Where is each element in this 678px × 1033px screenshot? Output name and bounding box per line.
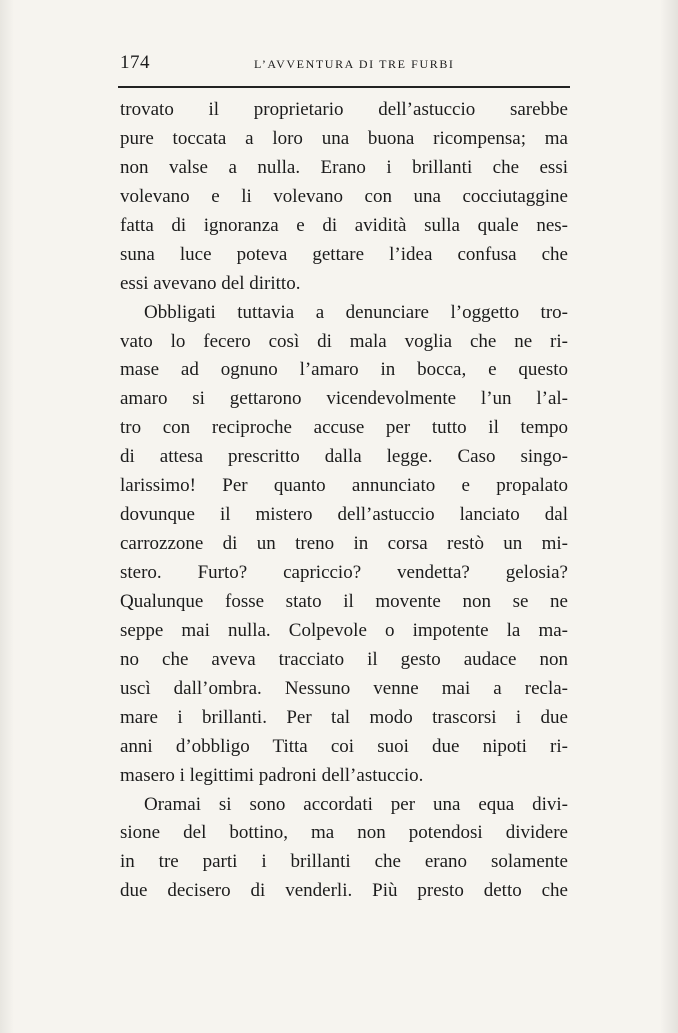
text-line: carrozzone di un treno in corsa restò un mi-: [120, 533, 568, 555]
text-line: vato lo fecero così di mala voglia che ne ri-: [120, 330, 568, 352]
text-line: essi avevano del diritto.: [120, 272, 301, 294]
text-line: Qualunque fosse stato il movente non se ne: [120, 590, 568, 612]
text-line: stero. Furto? capriccio? vendetta? gelosia?: [120, 562, 568, 583]
page-number: 174: [120, 52, 150, 73]
text-line: larissimo! Per quanto annunciato e propalato: [120, 475, 568, 497]
text-line: amaro si gettarono vicendevolmente l’un l’al-: [120, 388, 568, 410]
page-right-shadow: [660, 0, 678, 1033]
text-line: tro con reciproche accuse per tutto il tempo: [120, 417, 568, 439]
text-line: uscì dall’ombra. Nessuno venne mai a recla-: [120, 677, 568, 699]
header-rule: [118, 86, 570, 88]
text-line: masero i legittimi padroni dell’astuccio.: [120, 764, 424, 786]
text-line: mare i brillanti. Per tal modo trascorsi i due: [120, 706, 568, 728]
text-line: suna luce poteva gettare l’idea confusa che: [120, 243, 568, 265]
text-line: di attesa prescritto dalla legge. Caso singo-: [120, 446, 568, 468]
text-line: sione del bottino, ma non potendosi dividere: [120, 822, 568, 844]
text-line: fatta di ignoranza e di avidità sulla quale nes-: [120, 214, 568, 236]
text-line: seppe mai nulla. Colpevole o impotente la ma-: [120, 619, 568, 641]
text-line: in tre parti i brillanti che erano solamente: [120, 851, 568, 873]
text-line: due decisero di venderli. Più presto detto che: [120, 880, 568, 902]
text-line: volevano e li volevano con una cocciutaggine: [120, 185, 568, 207]
text-line: dovunque il mistero dell’astuccio lanciato dal: [120, 504, 568, 526]
text-line: anni d’obbligo Titta coi suoi due nipoti ri-: [120, 735, 568, 757]
text-line: mase ad ognuno l’amaro in bocca, e questo: [120, 359, 568, 381]
text-line: Obbligati tuttavia a denunciare l’oggetto tro-: [144, 301, 568, 323]
text-line: Oramai si sono accordati per una equa divi-: [144, 793, 568, 815]
text-line: pure toccata a loro una buona ricompensa; ma: [120, 127, 568, 149]
body-text: [120, 96, 568, 906]
text-line: non valse a nulla. Erano i brillanti che essi: [120, 156, 568, 178]
text-line: no che aveva tracciato il gesto audace non: [120, 648, 568, 670]
page-header: [118, 50, 570, 80]
running-head: L’AVVENTURA DI TRE FURBI: [254, 57, 455, 71]
page-left-shadow: [0, 0, 14, 1033]
text-line: trovato il proprietario dell’astuccio sarebbe: [120, 99, 568, 120]
